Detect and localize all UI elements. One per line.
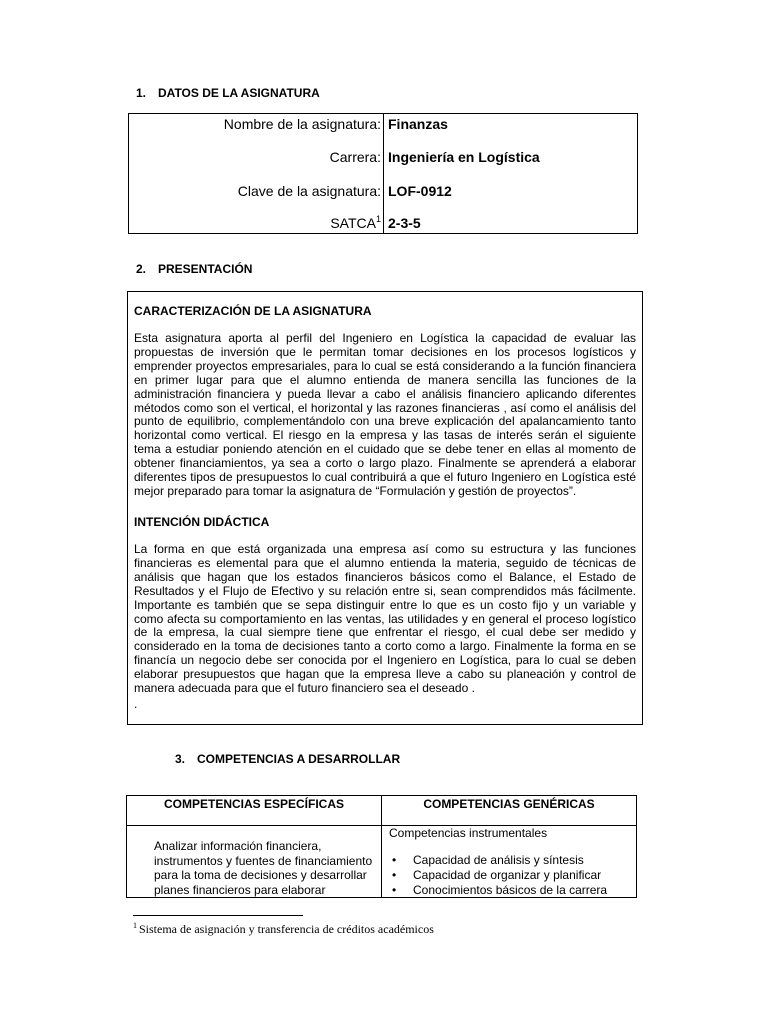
career-label: Carrera:: [329, 149, 381, 165]
table-row: [129, 215, 637, 235]
list-item: • Conocimientos básicos de la carrera: [392, 883, 608, 897]
didactic-intention-text: La forma en que está organizada una empresa así como su estructura y las funciones financieras es elemental para que el alumno entienda la materia, seguido de técnicas de análisis que hagan que los estados financieros básicos como el Balance, el Estado de Resultados y el Flujo de Efectivo y su relación entre si, sean comprendidos más fácilmente. Importante es también que se sepa distinguir entre lo que es un costo fijo y un variable y como afecta su comportamiento en las ventas, las utilidades y en general el proceso logístico de la empresa, la cual siempre tiene que enfrentar el riesgo, el cual debe ser medido y considerado en la toma de decisiones tanto a corto como a largo. Finalmente la forma en se financía un negocio debe ser conocida por el Ingeniero en Logística, para lo cual se deben elaborar presupuestos que hagan que la empresa lleve a cabo su planeación y control de manera adecuada para que el futuro financiero sea el deseado .: [134, 542, 636, 696]
specific-competencies-header: COMPETENCIAS ESPECÍFICAS: [163, 797, 345, 811]
specific-line: instrumentos y fuentes de financiamiento: [154, 853, 373, 868]
generic-competencies-header: COMPETENCIAS GENÉRICAS: [423, 797, 595, 811]
table-row: [129, 183, 637, 203]
section-1-number: 1.: [136, 86, 147, 100]
section-2-number: 2.: [136, 262, 147, 276]
section-3-heading: [175, 752, 400, 766]
course-data-table: [128, 113, 638, 234]
table-row: [129, 116, 637, 136]
didactic-intention-title: INTENCIÓN DIDÁCTICA: [134, 515, 270, 529]
generic-competencies-list: [389, 853, 607, 898]
course-key-value: LOF-0912: [388, 183, 452, 199]
competencies-table: [126, 795, 637, 898]
footnote-mark: 1: [133, 921, 137, 930]
course-key-label: Clave de la asignatura:: [237, 183, 381, 199]
characterization-text: Esta asignatura aporta al perfil del Ingeniero en Logística la capacidad de evaluar las propuestas de inversión que le permitan tomar decisiones en los procesos logísticos y emprender proyectos empresariales, para lo cual se está considerando a la función financiera en primer lugar para que el alumno entienda de manera sencilla las funciones de la administración financiera y pueda llevar a cabo el análisis financiero aplicando diferentes métodos como son el vertical, el horizontal y las razones financieras , así como el análisis del punto de equilibrio, complementándolo con una breve explicación del apalancamiento tanto horizontal como vertical. El riesgo en la empresa y las tasas de interés serán el siguiente tema a estudiar poniendo atención en el cuidado que se debe tener en ellas al momento de obtener financiamientos, ya sea a corto o largo plazo. Finalmente se aprenderá a elaborar diferentes tipos de presupuestos lo cual contribuirá a que el futuro Ingeniero en Logística esté mejor preparado para tomar la asignatura de “Formulación y gestión de proyectos”.: [134, 331, 636, 498]
bullet-icon: •: [392, 883, 397, 897]
section-1-title: DATOS DE LA ASIGNATURA: [158, 86, 320, 100]
footnote-rule: [133, 915, 303, 916]
satca-value: 2-3-5: [388, 215, 421, 231]
section-2-heading: [136, 262, 252, 276]
footnote-text: Sistema de asignación y transferencia de créditos académicos: [139, 922, 434, 936]
section-2-title: PRESENTACIÓN: [158, 262, 253, 276]
list-item: • Capacidad de análisis y síntesis: [392, 853, 584, 867]
footnote: [133, 922, 434, 937]
section-3-title: COMPETENCIAS A DESARROLLAR: [197, 752, 401, 766]
table-row: [129, 149, 637, 169]
satca-footnote-mark: 1: [375, 214, 381, 224]
instrumental-competencies-title: Competencias instrumentales: [389, 826, 548, 840]
specific-line: planes financieros para elaborar: [154, 882, 326, 897]
bullet-icon: •: [392, 868, 397, 882]
satca-label: SATCA$^1$: [330, 214, 381, 231]
section-1-heading: [136, 86, 320, 100]
specific-line: para la toma de decisiones y desarrollar: [154, 868, 367, 882]
course-name-value: Finanzas: [388, 116, 448, 132]
specific-line: Analizar información financiera,: [154, 839, 322, 853]
list-item: • Capacidad de organizar y planificar: [392, 868, 602, 882]
specific-competencies-text: [154, 839, 380, 897]
section-3-number: 3.: [175, 752, 186, 766]
course-name-label: Nombre de la asignatura:: [223, 116, 381, 132]
bullet-icon: •: [392, 853, 397, 867]
trailing-dot: .: [134, 697, 138, 711]
table-divider: [381, 796, 382, 897]
presentation-box: [127, 291, 643, 725]
career-value: Ingeniería en Logística: [388, 149, 540, 165]
characterization-title: CARACTERIZACIÓN DE LA ASIGNATURA: [134, 304, 372, 318]
